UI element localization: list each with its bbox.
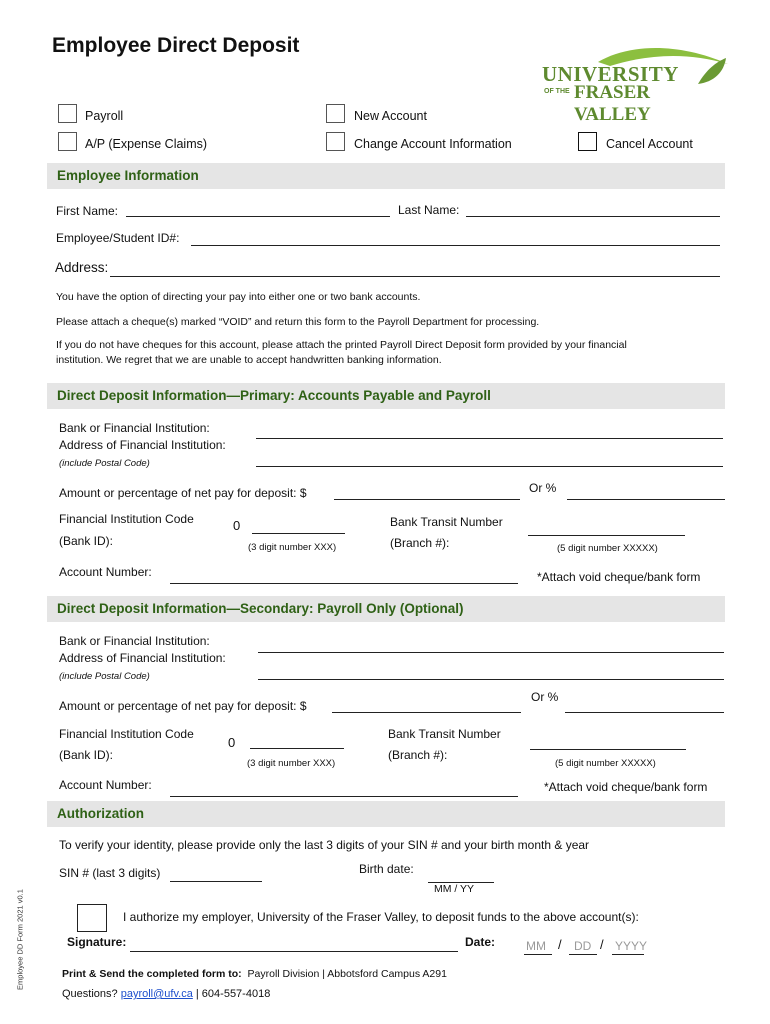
authorization-header xyxy=(47,801,725,827)
secondary-deposit-header xyxy=(47,596,725,622)
new-account-checkbox[interactable] xyxy=(326,104,345,123)
secondary-account-label: Account Number: xyxy=(59,778,152,792)
secondary-bank-id-field[interactable] xyxy=(250,748,344,749)
university-logo xyxy=(538,40,730,125)
last-name-field[interactable] xyxy=(466,216,720,217)
primary-amount-label: Amount or percentage of net pay for deposit: $ xyxy=(59,486,307,500)
employee-info-header xyxy=(47,163,725,189)
primary-percent-field[interactable] xyxy=(567,499,725,500)
primary-5digit-note: (5 digit number XXXXX) xyxy=(557,543,658,554)
secondary-amount-field[interactable] xyxy=(332,712,521,713)
send-address: Payroll Division | Abbotsford Campus A291 xyxy=(247,968,447,980)
employee-id-label: Employee/Student ID#: xyxy=(56,231,180,245)
payroll-checkbox[interactable] xyxy=(58,104,77,123)
first-name-label: First Name: xyxy=(56,204,119,218)
payroll-phone: | 604-557-4018 xyxy=(195,988,271,1000)
last-name-label: Last Name: xyxy=(398,203,460,217)
primary-transit-field[interactable] xyxy=(528,535,685,536)
secondary-postal-note: (include Postal Code) xyxy=(59,671,150,682)
first-name-field[interactable] xyxy=(126,216,390,217)
secondary-5digit-note: (5 digit number XXXXX) xyxy=(555,758,656,769)
address-field[interactable] xyxy=(110,276,720,277)
logo-line2: FRASER VALLEY xyxy=(574,82,651,125)
primary-bank-label: Bank or Financial Institution: xyxy=(59,421,210,435)
payroll-email-link[interactable]: payroll@ufv.ca xyxy=(120,988,193,1000)
authorize-statement: I authorize my employer, University of the Fraser Valley, to deposit funds to the above account(s): xyxy=(123,910,639,924)
questions-label: Questions? xyxy=(62,988,118,1000)
info-paragraph-2: Please attach a cheque(s) marked “VOID” and return this form to the Payroll Department for processing. xyxy=(56,316,540,328)
primary-address-field[interactable] xyxy=(256,466,723,467)
primary-percent-label: Or % xyxy=(529,481,557,495)
secondary-3digit-note: (3 digit number XXX) xyxy=(247,758,336,769)
secondary-percent-label: Or % xyxy=(531,690,559,704)
secondary-fi-code-label: Financial Institution Code xyxy=(59,727,194,741)
date-dd-line xyxy=(569,954,597,955)
change-account-checkbox[interactable] xyxy=(326,132,345,151)
secondary-amount-label: Amount or percentage of net pay for deposit: $ xyxy=(59,699,307,713)
date-yyyy-line xyxy=(612,954,644,955)
ap-checkbox[interactable] xyxy=(58,132,77,151)
primary-account-field[interactable] xyxy=(170,583,518,584)
primary-transit-label: Bank Transit Number xyxy=(390,515,503,529)
primary-bank-field[interactable] xyxy=(256,438,723,439)
secondary-branch-label: (Branch #): xyxy=(388,748,448,762)
birth-date-label: Birth date: xyxy=(359,862,414,876)
address-label: Address: xyxy=(55,260,109,275)
primary-attach-note: *Attach void cheque/bank form xyxy=(537,570,701,584)
primary-branch-label: (Branch #): xyxy=(390,536,450,550)
primary-fi-code-label: Financial Institution Code xyxy=(59,512,194,526)
employee-info-title: Employee Information xyxy=(57,168,199,183)
primary-zero: 0 xyxy=(233,518,241,533)
authorize-checkbox[interactable] xyxy=(77,904,107,932)
secondary-address-label: Address of Financial Institution: xyxy=(59,651,226,665)
primary-amount-field[interactable] xyxy=(334,499,520,500)
form-version-code: Employee DD Form 2021 v0.1 xyxy=(15,889,25,990)
employee-id-field[interactable] xyxy=(191,245,720,246)
primary-bank-id-label: (Bank ID): xyxy=(59,534,114,548)
primary-3digit-note: (3 digit number XXX) xyxy=(248,542,337,553)
date-label: Date: xyxy=(465,935,496,949)
send-label: Print & Send the completed form to: xyxy=(62,968,242,980)
questions-line xyxy=(62,988,270,1000)
date-dd[interactable]: DD xyxy=(574,939,592,953)
payroll-label: Payroll xyxy=(85,109,124,123)
secondary-transit-label: Bank Transit Number xyxy=(388,727,501,741)
primary-bank-id-field[interactable] xyxy=(252,533,345,534)
info-paragraph-3a: If you do not have cheques for this account, please attach the printed Payroll Direct Deposit form provided by your financial xyxy=(56,339,627,351)
secondary-bank-id-label: (Bank ID): xyxy=(59,748,114,762)
sin-field[interactable] xyxy=(170,881,262,882)
authorization-title: Authorization xyxy=(57,806,144,821)
logo-line1: UNIVERSITY xyxy=(542,62,679,86)
primary-address-label: Address of Financial Institution: xyxy=(59,438,226,452)
date-slash-2: / xyxy=(600,937,604,952)
secondary-account-field[interactable] xyxy=(170,796,518,797)
cancel-account-label: Cancel Account xyxy=(606,137,693,151)
secondary-transit-field[interactable] xyxy=(530,749,686,750)
date-mm-line xyxy=(524,954,552,955)
primary-deposit-title: Direct Deposit Information—Primary: Accounts Payable and Payroll xyxy=(57,388,491,403)
sin-label: SIN # (last 3 digits) xyxy=(59,866,161,880)
date-slash-1: / xyxy=(558,937,562,952)
date-yyyy[interactable]: YYYY xyxy=(615,939,648,953)
info-paragraph-3b: institution. We regret that we are unable to accept handwritten banking information. xyxy=(56,354,442,366)
secondary-address-field[interactable] xyxy=(258,679,724,680)
primary-account-label: Account Number: xyxy=(59,565,152,579)
send-instructions xyxy=(62,968,447,980)
signature-label: Signature: xyxy=(67,935,127,949)
secondary-percent-field[interactable] xyxy=(565,712,724,713)
date-mm[interactable]: MM xyxy=(526,939,546,953)
secondary-bank-field[interactable] xyxy=(258,652,724,653)
page-title: Employee Direct Deposit xyxy=(52,34,300,57)
signature-field[interactable] xyxy=(130,951,458,952)
primary-postal-note: (include Postal Code) xyxy=(59,458,150,469)
logo-prefix: OF THE xyxy=(544,88,570,95)
secondary-attach-note: *Attach void cheque/bank form xyxy=(544,780,708,794)
verify-instructions: To verify your identity, please provide only the last 3 digits of your SIN # and your birth month & year xyxy=(59,838,590,852)
secondary-deposit-title: Direct Deposit Information—Secondary: Payroll Only (Optional) xyxy=(57,601,464,616)
ap-label: A/P (Expense Claims) xyxy=(85,137,208,151)
secondary-bank-label: Bank or Financial Institution: xyxy=(59,634,210,648)
info-paragraph-1: You have the option of directing your pay into either one or two bank accounts. xyxy=(56,291,421,303)
change-account-label: Change Account Information xyxy=(354,137,512,151)
birth-date-format: MM / YY xyxy=(434,883,475,895)
secondary-zero: 0 xyxy=(228,735,236,750)
primary-deposit-header xyxy=(47,383,725,409)
new-account-label: New Account xyxy=(354,109,427,123)
cancel-account-checkbox[interactable] xyxy=(578,132,597,151)
